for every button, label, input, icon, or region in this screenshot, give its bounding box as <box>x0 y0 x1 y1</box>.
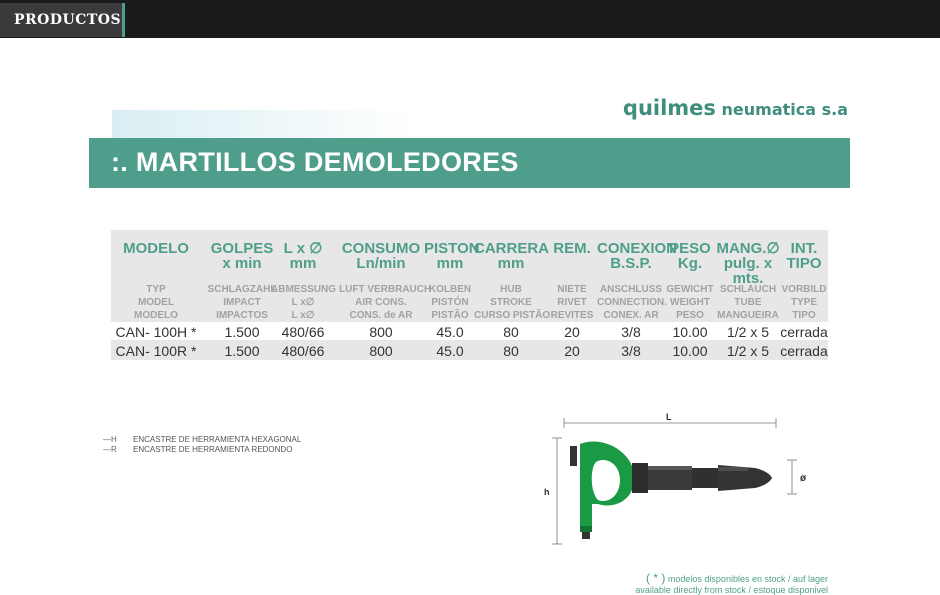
cylinder-collar <box>632 463 648 493</box>
column-header-line: B.S.P. <box>610 255 652 272</box>
air-inlet <box>570 446 577 466</box>
column-subheader-line: L x∅ <box>291 297 315 308</box>
handle-base <box>582 532 590 539</box>
table-cell: 45.0 <box>436 324 464 340</box>
brand-name-bold: quilmes <box>622 96 716 120</box>
column-subheader-line: CURSO PISTÃO <box>474 310 551 321</box>
column-subheader-line: TIPO <box>792 310 816 321</box>
legend-text: ENCASTRE DE HERRAMIENTA HEXAGONAL <box>133 435 302 444</box>
column-subheader-line: CONNECTION. <box>597 297 667 308</box>
length-label: L <box>666 412 672 422</box>
column-subheader-2 <box>271 283 335 322</box>
column-header-0 <box>118 241 194 256</box>
column-subheader-line: TUBE <box>734 297 762 308</box>
column-subheader-line: CONEX. AR <box>603 310 659 321</box>
legend-item <box>103 445 292 454</box>
table-cell: 80 <box>503 324 519 340</box>
table-cell: CAN- 100H * <box>115 324 197 340</box>
column-header-4 <box>424 240 480 272</box>
top-navigation-bar <box>0 0 940 38</box>
table-cell: 1/2 x 5 <box>726 324 770 340</box>
column-subheader-line: CONS. de AR <box>349 310 413 321</box>
column-subheader-line: ANSCHLUSS <box>599 284 663 295</box>
section-banner <box>89 138 850 188</box>
column-subheader-line: L x∅ <box>291 310 315 321</box>
brand-logo <box>623 96 848 120</box>
table-cell: 3/8 <box>621 343 641 359</box>
column-subheader-4 <box>424 283 476 322</box>
column-subheader-line: ABMESSUNG <box>271 284 337 295</box>
hammer-diagram <box>540 408 810 550</box>
column-subheader-line: RIVET <box>557 297 587 308</box>
brand-name-rest: neumatica s.a <box>721 100 848 119</box>
column-subheader-line: REVITES <box>550 310 594 321</box>
column-header-line: CONSUMO <box>341 240 421 257</box>
column-subheader-line: MODELO <box>134 310 178 321</box>
column-subheader-9 <box>716 283 780 322</box>
column-subheader-line: GEWICHT <box>666 284 714 295</box>
table-cell: 20 <box>564 343 580 359</box>
column-header-line: pulg. x mts. <box>723 255 773 287</box>
table-cell: 80 <box>503 343 519 359</box>
column-subheader-line: MODEL <box>137 297 175 308</box>
column-header-9 <box>716 241 780 286</box>
legend-item <box>103 435 301 444</box>
column-header-1 <box>207 241 277 271</box>
column-subheader-line: MANGUEIRA <box>717 310 779 321</box>
column-subheader-5 <box>474 283 551 322</box>
column-header-line: L x ∅ <box>283 240 323 257</box>
column-header-3 <box>339 241 423 271</box>
column-subheader-8 <box>665 283 715 322</box>
table-cell: 45.0 <box>436 343 464 359</box>
column-header-line: PISTON <box>424 240 480 257</box>
table-cell: 480/66 <box>281 324 325 340</box>
column-subheader-line: SCHLAUCH <box>719 284 777 295</box>
table-cell: 480/66 <box>281 343 325 359</box>
column-subheader-line: WEIGHT <box>670 297 710 308</box>
stock-note-text-2: available directly from stock / estoque disponivel <box>635 585 828 595</box>
column-subheader-line: IMPACTOS <box>216 310 268 321</box>
column-subheader-3 <box>339 283 432 322</box>
column-subheader-0 <box>118 283 194 322</box>
column-header-line: mm <box>289 255 317 272</box>
column-header-line: x min <box>222 255 262 272</box>
column-subheader-line: TYPE <box>790 297 818 308</box>
column-header-line: CARRERA <box>474 240 549 257</box>
column-header-line: MANG.∅ <box>716 240 780 257</box>
column-header-6 <box>550 241 594 256</box>
diameter-label: ø <box>800 473 807 484</box>
tab-productos-label: PRODUCTOS <box>14 12 122 28</box>
column-header-line: CONEXION <box>597 240 678 257</box>
column-subheader-1 <box>207 283 277 322</box>
table-cell: 1/2 x 5 <box>726 343 770 359</box>
column-subheader-line: HUB <box>500 284 522 295</box>
column-header-line: GOLPES <box>210 240 274 257</box>
tab-productos[interactable] <box>0 3 125 37</box>
stock-note-text-1: modelos disponibles en stock / auf lager <box>667 574 828 584</box>
column-subheader-line: NIETE <box>557 284 587 295</box>
table-cell: CAN- 100R * <box>115 343 197 359</box>
column-header-7 <box>597 240 678 272</box>
column-subheader-line: PESO <box>676 310 704 321</box>
column-subheader-10 <box>778 283 830 322</box>
column-subheader-line: KOLBEN <box>428 284 472 295</box>
decorative-gradient <box>112 110 412 138</box>
table-cell: cerrada <box>780 324 828 340</box>
stock-note-line-2 <box>635 585 828 595</box>
column-header-line: REM. <box>553 240 591 257</box>
column-subheader-6 <box>550 283 594 322</box>
stock-note-mark: ( * ) <box>646 571 666 585</box>
column-header-5 <box>474 241 548 271</box>
stock-note-line-1 <box>646 571 828 585</box>
legend-text: ENCASTRE DE HERRAMIENTA REDONDO <box>133 445 293 454</box>
table-cell: 800 <box>369 324 393 340</box>
table-cell: 20 <box>564 324 580 340</box>
table-cell: 800 <box>369 343 393 359</box>
column-header-2 <box>271 241 335 271</box>
legend-code: —R <box>103 445 117 454</box>
column-subheader-line: LUFT VERBRAUCH <box>339 284 432 295</box>
column-subheader-7 <box>597 283 665 322</box>
column-header-line: mm <box>497 255 525 272</box>
table-cell: 10.00 <box>672 343 708 359</box>
column-subheader-line: AIR CONS. <box>355 297 407 308</box>
column-header-8 <box>665 241 715 271</box>
legend-code: —H <box>103 435 117 444</box>
table-cell: cerrada <box>780 343 828 359</box>
column-header-line: Kg. <box>677 255 703 272</box>
height-label: h <box>544 487 550 497</box>
column-subheader-line: STROKE <box>490 297 532 308</box>
column-subheader-line: TYP <box>146 284 166 295</box>
column-header-line: mm <box>436 255 464 272</box>
page-title: :. MARTILLOS DEMOLEDORES <box>111 147 519 177</box>
column-header-line: PESO <box>669 240 711 257</box>
column-subheader-line: IMPACT <box>223 297 261 308</box>
table-cell: 1.500 <box>224 324 260 340</box>
column-header-line: INT. TIPO <box>786 240 822 272</box>
column-subheader-line: VORBILD <box>781 284 827 295</box>
column-header-line: Ln/min <box>356 255 406 272</box>
column-subheader-line: SCHLAGZAHL <box>207 284 277 295</box>
column-subheader-line: PISTÓN <box>431 297 469 308</box>
table-cell: 10.00 <box>672 324 708 340</box>
green-handle <box>580 441 632 530</box>
column-header-10 <box>778 241 830 271</box>
table-cell: 1.500 <box>224 343 260 359</box>
column-header-line: MODELO <box>123 240 189 257</box>
column-subheader-line: PISTÃO <box>431 310 469 321</box>
table-cell: 3/8 <box>621 324 641 340</box>
